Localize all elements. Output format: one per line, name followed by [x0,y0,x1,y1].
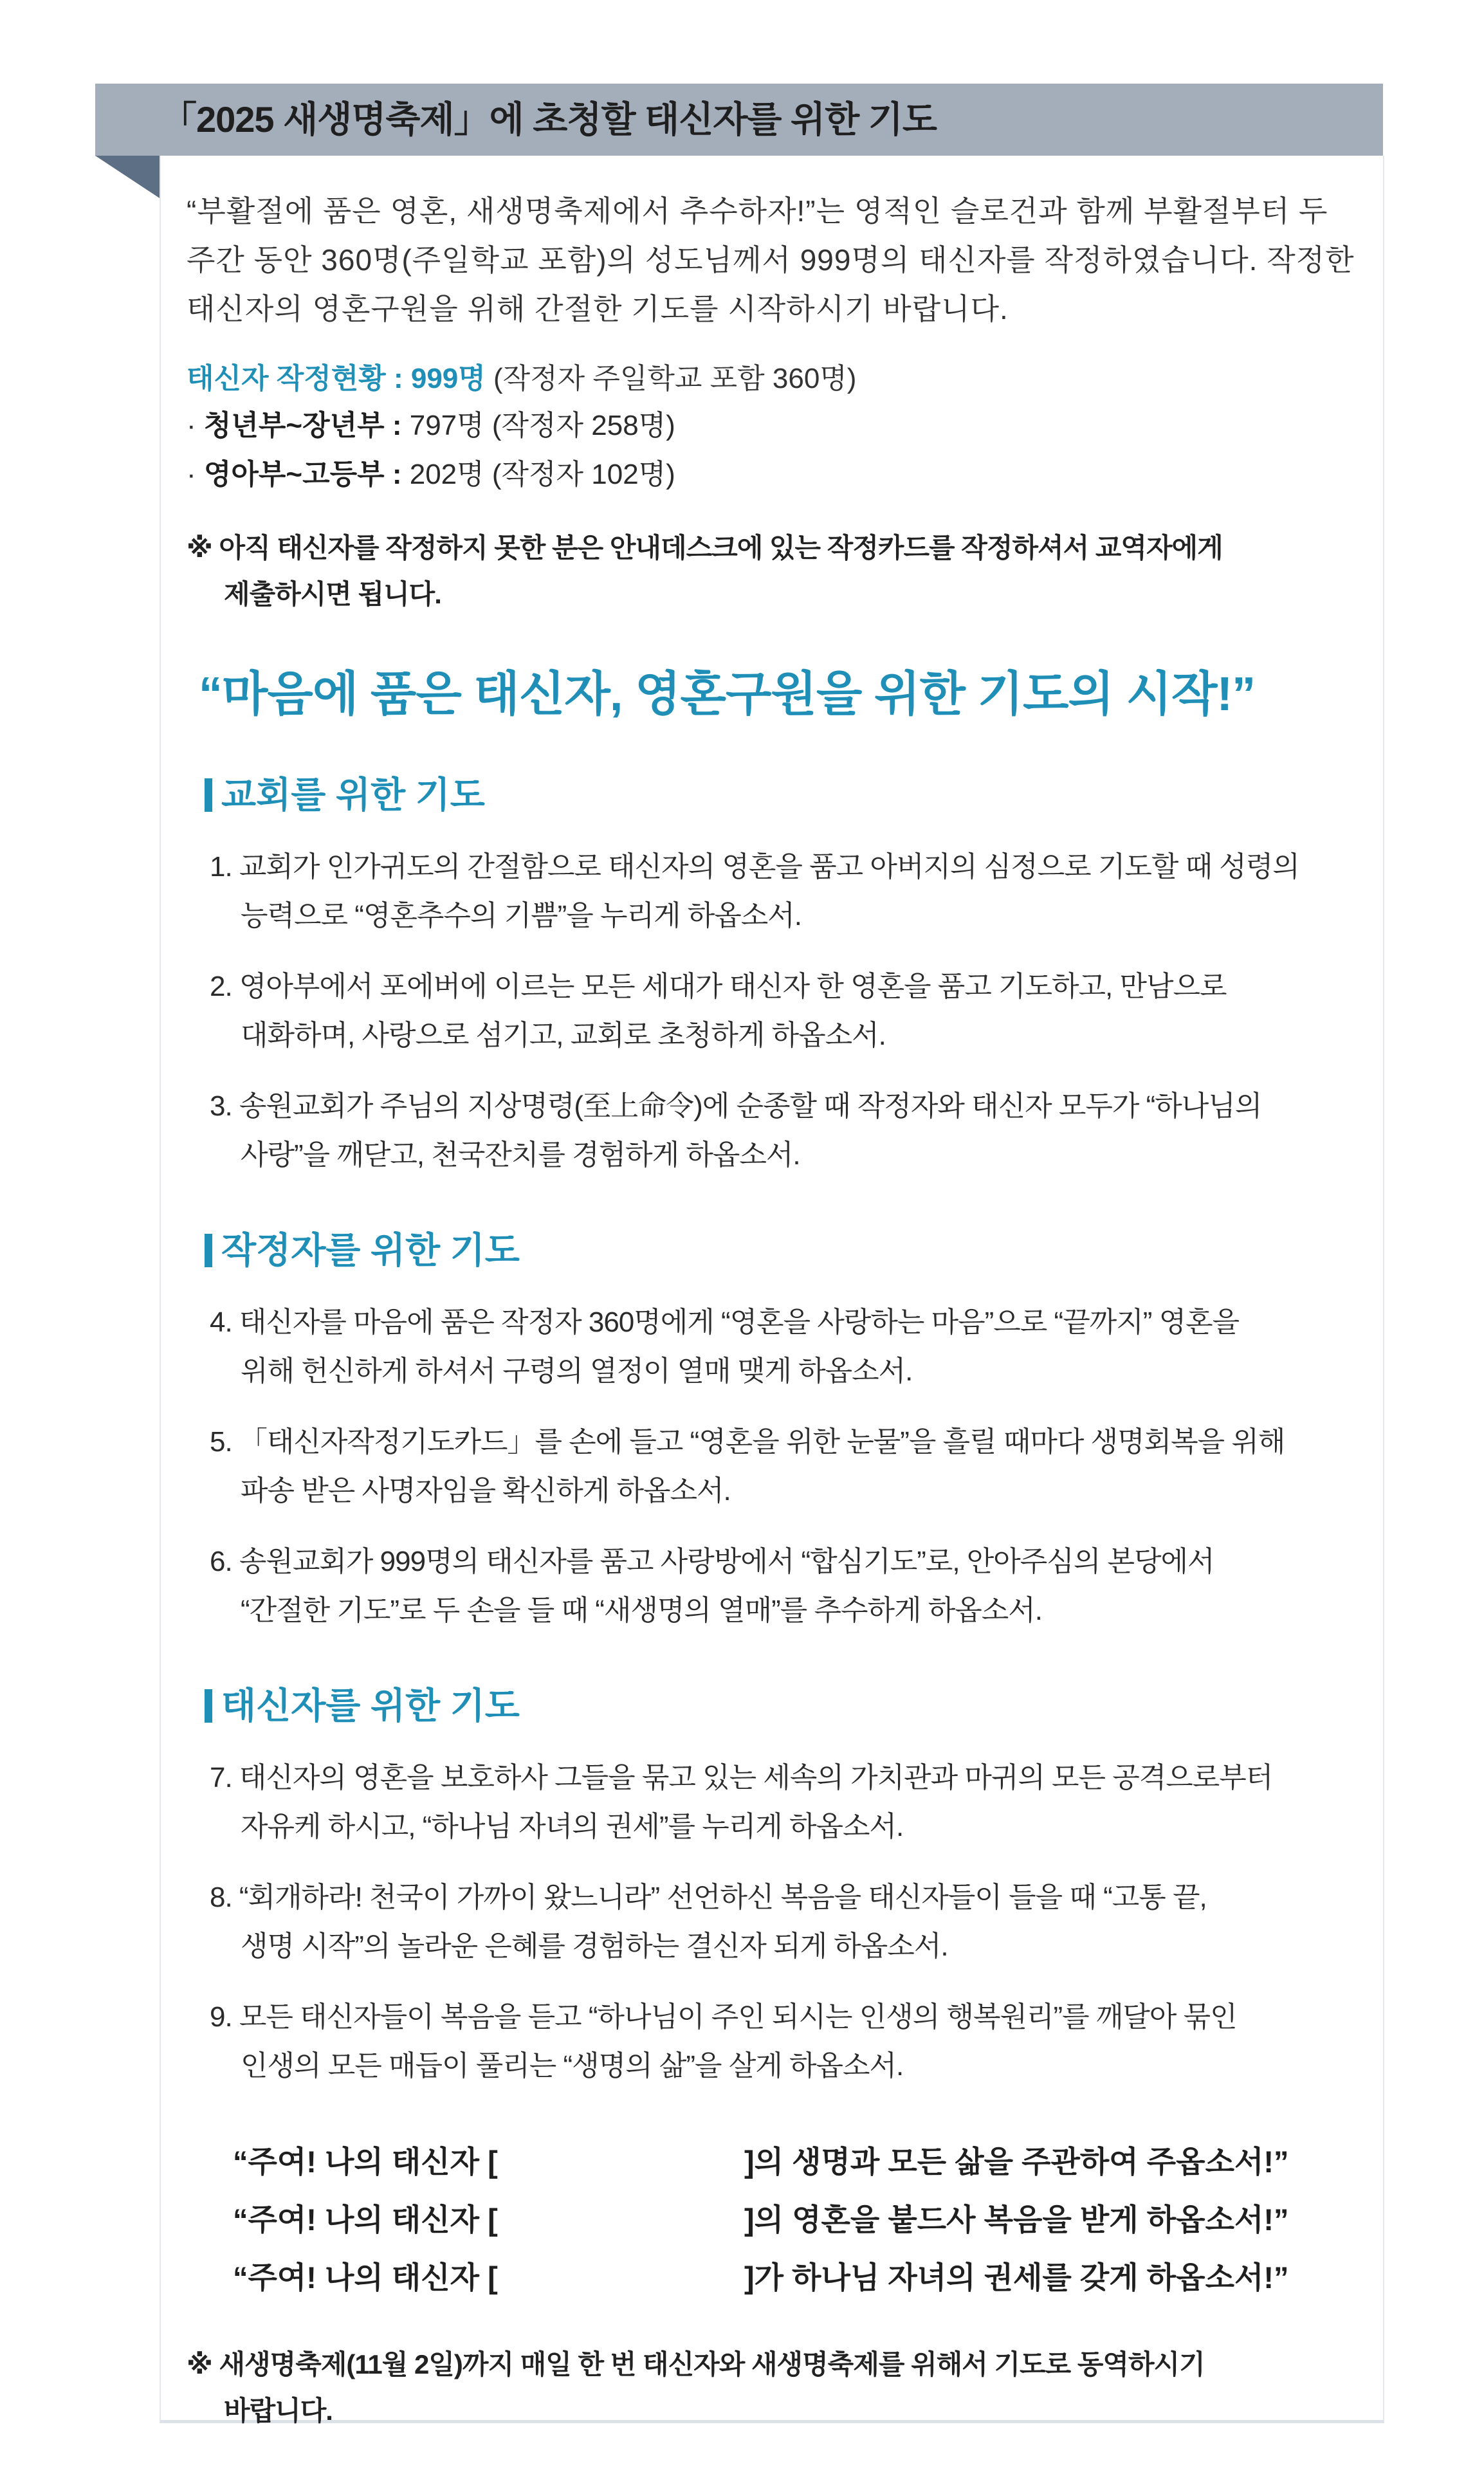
prayer-item-line: 인생의 모든 매듭이 풀리는 “생명의 삶”을 살게 하옵소서. [241,2050,904,2082]
section-title: 작정자를 위한 기도 [221,1230,520,1270]
notice-line: 제출하시면 됩니다. [224,579,441,609]
prayer-item-line: “간절한 기도”로 두 손을 들 때 “새생명의 열매”를 추수하게 하옵소서. [241,1595,1042,1626]
prayer-item [187,1993,1364,2091]
prayer-item-line: 1. 교회가 인가귀도의 간절함으로 태신자의 영혼을 품고 아버지의 심정으로 기도할 때 성령의 [210,851,1299,883]
intro-paragraph: “부활절에 품은 영혼, 새생명축제에서 추수하자!”는 영적인 슬로건과 함께 부활절부터 두 주간 동안 360명(주일학교 포함)의 성도님께서 999명의 태신자를 작정하였습니다. 작정한 태신자의 영혼구원을 위해 간절한 기도를 시작하시기 바랍니다. [187,194,1355,325]
prayer-item-line: 파송 받은 사명자임을 확신하게 하옵소서. [241,1475,731,1507]
prayer-item [187,1082,1364,1180]
prayer-item [187,962,1364,1060]
section-marker [205,778,212,812]
prayer-item-line: 능력으로 “영혼추수의 기쁨”을 누리게 하옵소서. [241,900,802,931]
status-summary [187,356,1364,401]
footnote-line: ※ 새생명축제(11월 2일)까지 매일 한 번 태신자와 새생명축제를 위해서 기도로 동역하시기 [187,2349,1205,2379]
prayer-item-line: 3. 송원교회가 주님의 지상명령(至上命令)에 순종할 때 작정자와 태신자 모두가 “하나님의 [210,1090,1262,1122]
prayer-item-line: 사랑”을 깨닫고, 천국잔치를 경험하게 하옵소서. [241,1139,800,1171]
section-pledgers [187,1225,1364,1635]
prayer-item [187,1754,1364,1851]
status-item [187,401,1364,450]
prayer-item-line: 4. 태신자를 마음에 품은 작정자 360명에게 “영혼을 사랑하는 마음”으로 “끝까지” 영혼을 [210,1306,1240,1338]
notice-line: ※ 아직 태신자를 작정하지 못한 분은 안내데스크에 있는 작정카드를 작정하셔서 교역자에게 [187,533,1223,563]
prayer-item-line: 2. 영아부에서 포에버에 이르는 모든 세대가 태신자 한 영혼을 품고 기도하고, 만남으로 [210,971,1227,1002]
section-church [187,769,1364,1180]
prayer-phrase-start: “주여! 나의 태신자 [ [233,2145,498,2179]
prayer-phrase-end: ]의 생명과 모든 삶을 주관하여 주옵소서!” [744,2145,1289,2179]
prayer-item [187,1298,1364,1396]
section-title: 태신자를 위한 기도 [221,1685,520,1726]
section-marker [205,1689,212,1723]
prayer-item-line: 생명 시작”의 놀라운 은혜를 경험하는 결신자 되게 하옵소서. [241,1930,948,1962]
notice-text [187,525,1364,618]
slogan-heading: “마음에 품은 태신자, 영혼구원을 위한 기도의 시작!” [198,667,1256,720]
section-marker [205,1234,212,1267]
header-fold-corner [95,156,160,198]
status-group: 청년부~장년부 : [203,410,402,441]
prayer-item [187,1873,1364,1971]
bullet-dot: · [187,459,204,490]
status-group: 영아부~고등부 : [203,459,402,490]
prayer-phrase-end: ]의 영혼을 붙드사 복음을 받게 하옵소서!” [744,2203,1289,2237]
prayer-item-line: 대화하며, 사랑으로 섬기고, 교회로 초청하게 하옵소서. [241,1020,886,1051]
section-heading [187,769,1364,821]
prayer-item [187,1418,1364,1516]
prayer-phrase-end: ]가 하나님 자녀의 권세를 갖게 하옵소서!” [744,2260,1289,2295]
prayer-item-line: 자유케 하시고, “하나님 자녀의 권세”를 누리게 하옵소서. [241,1811,904,1842]
prayer-phrase [233,2249,1364,2307]
bullet-dot: · [187,410,204,441]
prayer-item [187,843,1364,940]
prayer-phrase [233,2133,1364,2191]
section-heading [187,1225,1364,1276]
prayer-phrase-start: “주여! 나의 태신자 [ [233,2260,498,2295]
status-value: 202명 (작정자 102명) [409,459,675,490]
prayer-item-line: 9. 모든 태신자들이 복음을 듣고 “하나님이 주인 되시는 인생의 행복원리”를 깨달아 묶인 [210,2001,1237,2033]
footnote-line: 바랍니다. [224,2396,333,2426]
status-label: 태신자 작정현황 : 999명 [187,363,486,394]
section-heading [187,1680,1364,1732]
prayer-item-line: 8. “회개하라! 천국이 가까이 왔느니라” 선언하신 복음을 태신자들이 들을 때 “고통 끝, [210,1882,1207,1913]
prayer-item-line: 6. 송원교회가 999명의 태신자를 품고 사랑방에서 “합심기도”로, 안아주심의 본당에서 [210,1546,1214,1577]
prayer-phrase [233,2191,1364,2249]
prayer-phrase-start: “주여! 나의 태신자 [ [233,2203,498,2237]
footnote-text [187,2341,1364,2434]
prayer-item-line: 위해 헌신하게 하셔서 구령의 열정이 열매 맺게 하옵소서. [241,1355,913,1387]
section-invitees [187,1680,1364,2091]
prayer-item [187,1537,1364,1635]
prayer-item-line: 7. 태신자의 영혼을 보호하사 그들을 묶고 있는 세속의 가치관과 마귀의 모든 공격으로부터 [210,1762,1273,1793]
page-title: 「2025 새생명축제」에 초청할 태신자를 위한 기도 [161,99,937,140]
prayer-item-line: 5. 「태신자작정기도카드」를 손에 들고 “영혼을 위한 눈물”을 흘릴 때마다 생명회복을 위해 [210,1426,1285,1458]
status-item [187,450,1364,499]
prayer-phrases [187,2133,1364,2307]
status-note: (작정자 주일학교 포함 360명) [493,363,857,394]
main-content [187,187,1364,2434]
section-title: 교회를 위한 기도 [221,774,485,815]
status-value: 797명 (작정자 258명) [409,410,675,441]
